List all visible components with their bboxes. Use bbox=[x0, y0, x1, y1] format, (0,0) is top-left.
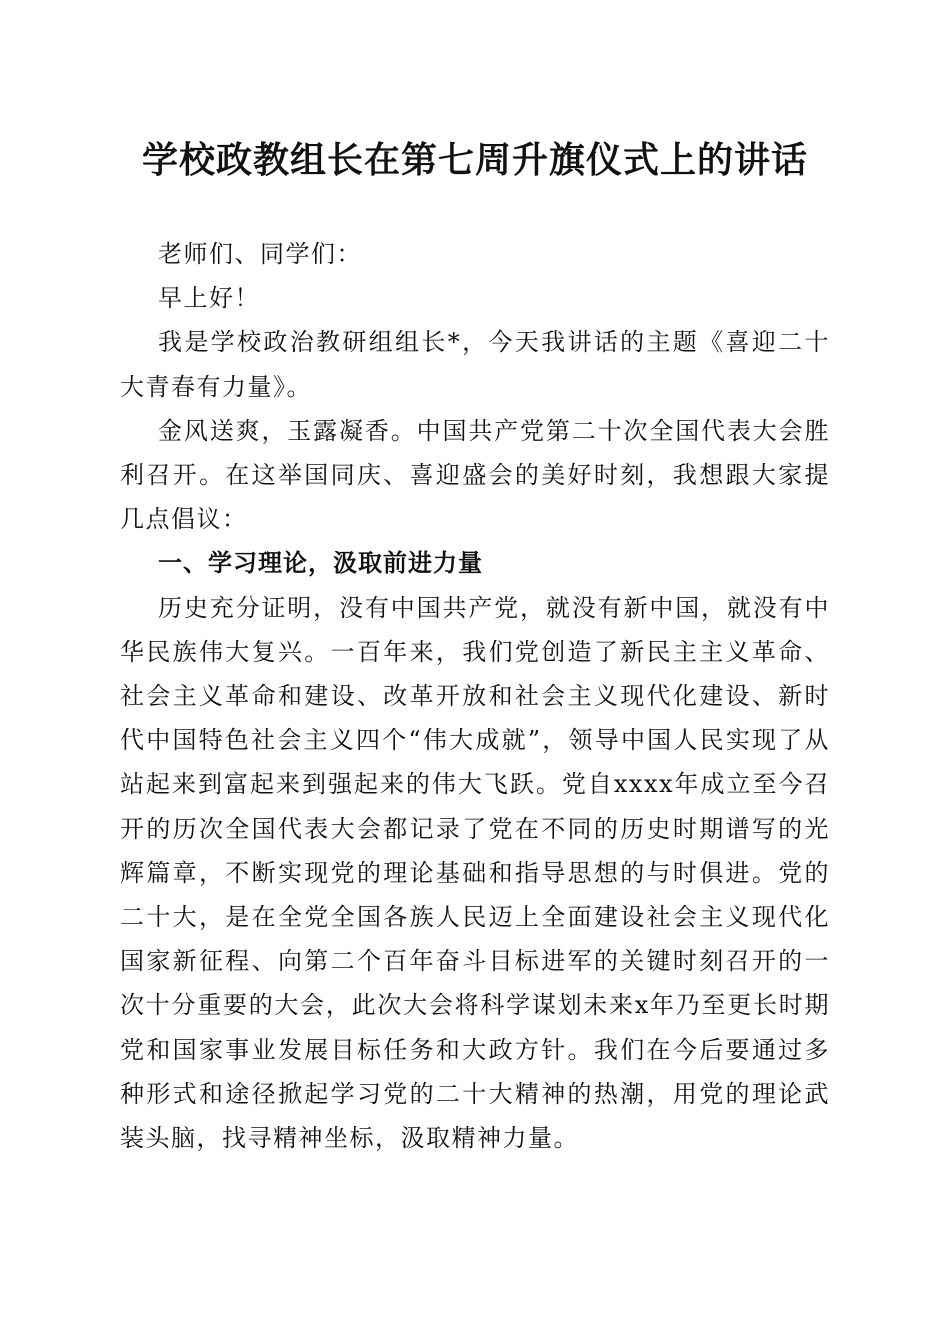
greeting: 早上好！ bbox=[158, 284, 260, 313]
proposal-paragraph: 金风送爽，玉露凝香。中国共产党第二十次全国代表大会胜利召开。在这举国同庆、喜迎盛会的美好时刻，我想跟大家提几点倡议： bbox=[120, 416, 830, 534]
document-title: 学校政教组长在第七周升旗仪式上的讲话 bbox=[141, 139, 808, 181]
intro-paragraph: 我是学校政治教研组组长*，今天我讲话的主题《喜迎二十大青春有力量》。 bbox=[120, 328, 830, 401]
section-1-heading: 一、学习理论，汲取前进力量 bbox=[158, 549, 483, 578]
salutation: 老师们、同学们： bbox=[158, 240, 362, 268]
section-1-paragraph: 历史充分证明，没有中国共产党，就没有新中国，就没有中华民族伟大复兴。一百年来，我们党创造了新民主主义革命、社会主义革命和建设、改革开放和社会主义现代化建设、新时代中国特色社会主义四个“伟大成就”，领导中国人民实现了从站起来到富起来到强起来的伟大飞跃。党自xxxx年成立至今召开的历次全国代表大会都记录了党在不同的历史时期谱写的光辉篇章，不断实现党的理论基础和指导思想的与时俱进。党的二十大，是在全党全国各族人民迈上全面建设社会主义现代化国家新征程、向第二个百年奋斗目标进军的关键时刻召开的一次十分重要的大会，此次大会将科学谋划未来x年乃至更长时期党和国家事业发展目标任务和大政方针。我们在今后要通过多种形式和途径掀起学习党的二十大精神的热潮，用党的理论武装头脑，找寻精神坐标，汲取精神力量。 bbox=[120, 593, 830, 1153]
document-body bbox=[120, 232, 830, 1160]
